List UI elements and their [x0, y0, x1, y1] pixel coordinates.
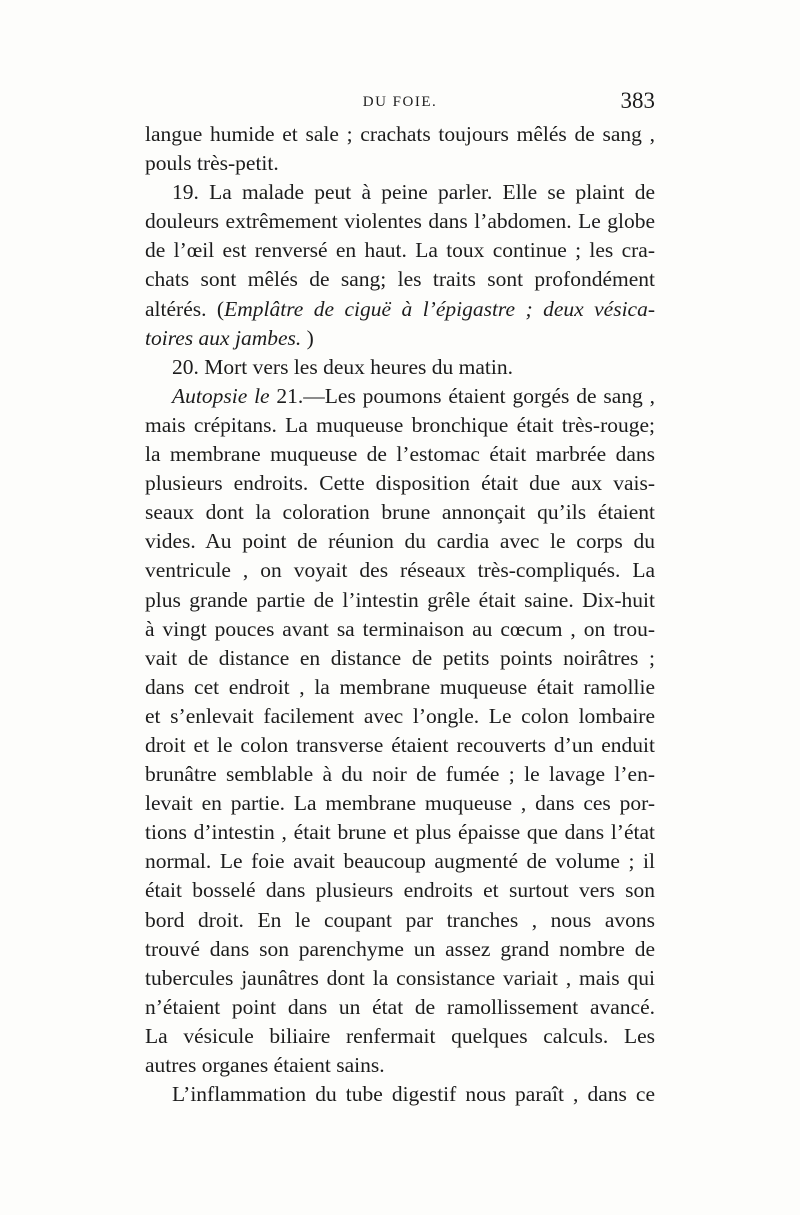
- text-line: n’étaient point dans un état de ramollissement avancé.: [145, 994, 655, 1019]
- text-line: vides. Au point de réunion du cardia avec le corps du: [145, 529, 655, 554]
- text-line: langue humide et sale ; crachats toujours mêlés de sang ,: [145, 122, 655, 146]
- text-line: brunâtre semblable à du noir de fumée ; le lavage l’en-: [145, 762, 655, 787]
- text-line: trouvé dans son parenchyme un assez grand nombre de: [145, 936, 655, 961]
- text-line: autres organes étaient sains.: [145, 1053, 385, 1077]
- text-line: la membrane muqueuse de l’estomac était marbrée dans: [145, 442, 655, 467]
- text-line: bord droit. En le coupant par tranches , nous avons: [145, 907, 655, 932]
- text-line: pouls très-petit.: [145, 151, 279, 176]
- text-line: et s’enlevait facilement avec l’ongle. Le colon lombaire: [145, 703, 655, 728]
- text-line: plusieurs endroits. Cette disposition était due aux vais-: [145, 471, 655, 496]
- text-line: ventricule , on voyait des réseaux très-compliqués. La: [145, 558, 655, 583]
- text-line: plus grande partie de l’intestin grêle était saine. Dix-huit: [145, 587, 655, 612]
- running-title: DU FOIE.: [362, 94, 438, 110]
- text-line: droit et le colon transverse étaient recouverts d’un enduit: [145, 732, 655, 757]
- text-line: mais crépitans. La muqueuse bronchique était très-rouge;: [145, 412, 655, 437]
- text-line: douleurs extrêmement violentes dans l’abdomen. Le globe: [145, 209, 655, 234]
- text-line: normal. Le foie avait beaucoup augmenté de volume ; il: [145, 849, 655, 874]
- running-head: [145, 88, 655, 118]
- text-line: seaux dont la coloration brune annonçait qu’ils étaient: [145, 500, 655, 525]
- text-line: 19. La malade peut à peine parler. Elle se plaint de: [172, 180, 655, 205]
- text-line: chats sont mêlés de sang; les traits sont profondément: [145, 267, 655, 292]
- text-line: altérés. (Emplâtre de ciguë à l’épigastre ; deux vésica-: [145, 296, 655, 321]
- body-text: [145, 120, 655, 1109]
- text-line: était bosselé dans plusieurs endroits et surtout vers son: [145, 878, 655, 903]
- text-line: tubercules jaunâtres dont la consistance variait , mais qui: [145, 965, 655, 990]
- text-line: La vésicule biliaire renfermait quelques calculs. Les: [145, 1023, 655, 1048]
- text-line: levait en partie. La membrane muqueuse , dans ces por-: [145, 791, 655, 816]
- page-number: 383: [620, 88, 655, 113]
- text-line: vait de distance en distance de petits points noirâtres ;: [145, 645, 655, 670]
- text-line: de l’œil est renversé en haut. La toux continue ; les cra-: [145, 238, 655, 263]
- text-line: L’inflammation du tube digestif nous paraît , dans ce: [172, 1082, 655, 1107]
- text-line: tions d’intestin , était brune et plus épaisse que dans l’état: [145, 820, 655, 845]
- text-line: dans cet endroit , la membrane muqueuse était ramollie: [145, 674, 655, 699]
- text-line: Autopsie le 21.—Les poumons étaient gorgés de sang ,: [172, 383, 655, 408]
- text-line: à vingt pouces avant sa terminaison au cœcum , on trou-: [145, 616, 655, 641]
- text-line: 20. Mort vers les deux heures du matin.: [172, 354, 513, 379]
- text-line: toires aux jambes. ): [145, 325, 314, 350]
